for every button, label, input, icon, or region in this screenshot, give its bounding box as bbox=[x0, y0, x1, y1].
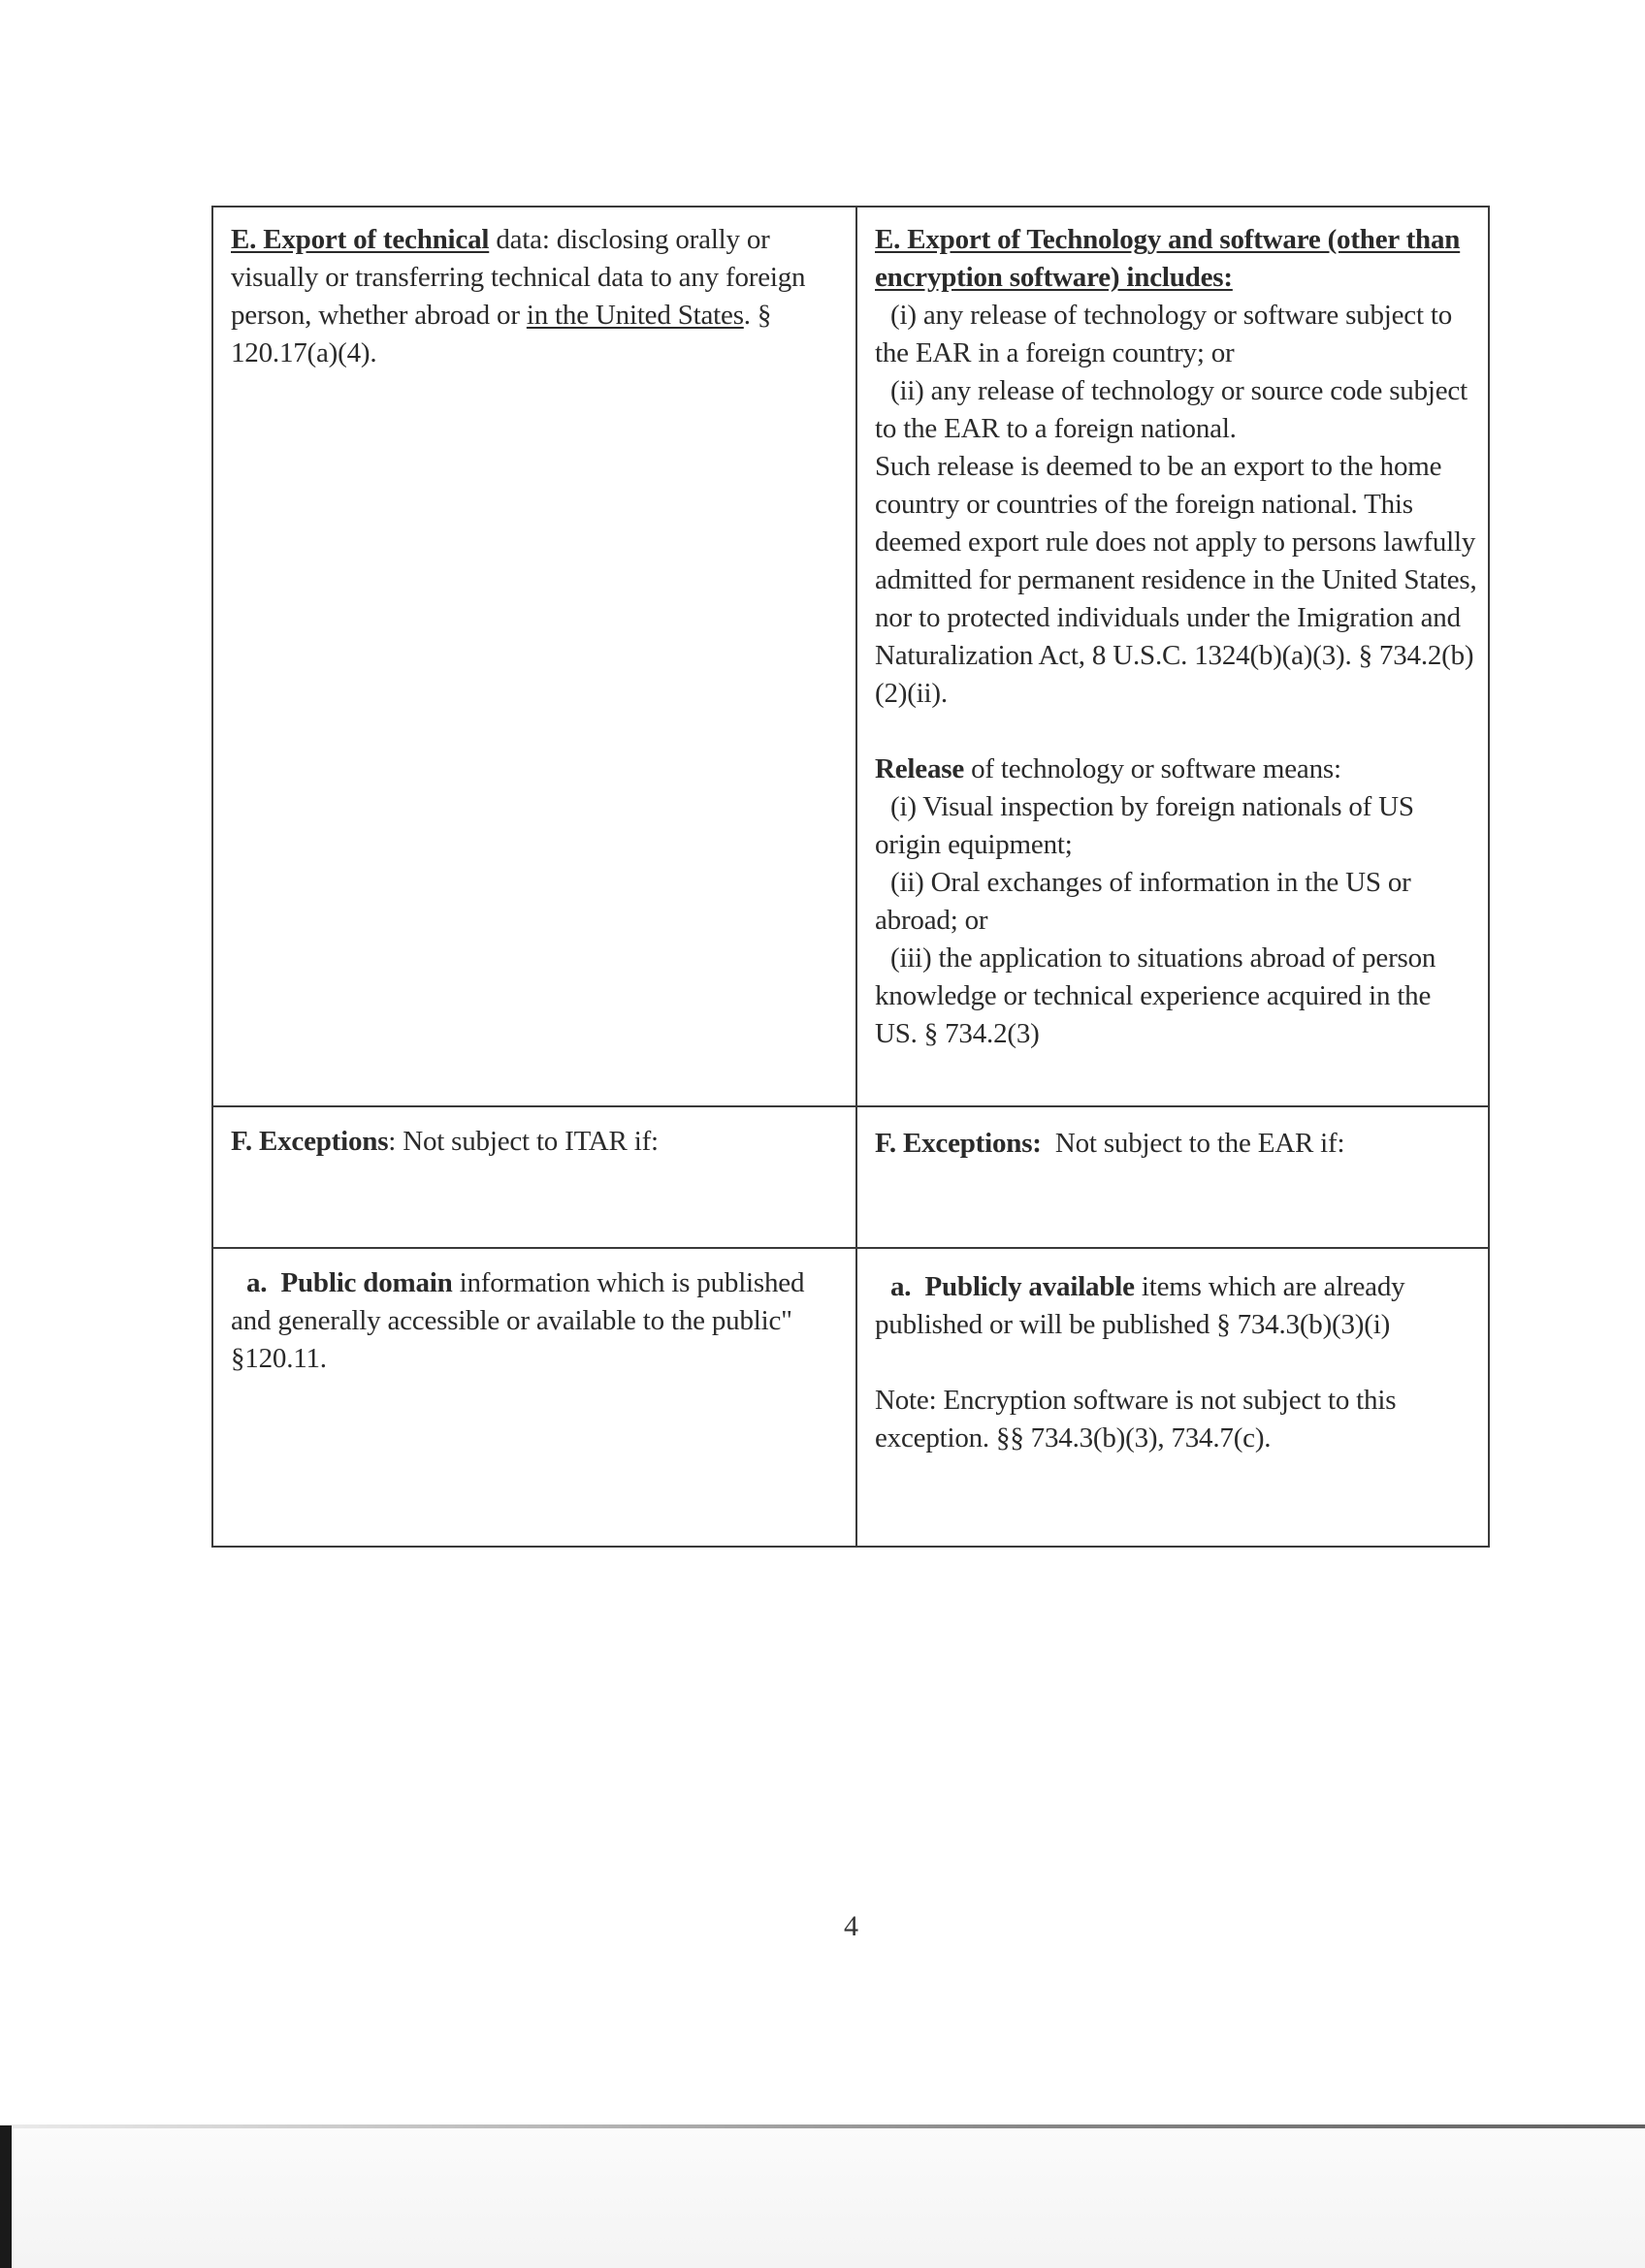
page-number: 4 bbox=[844, 1910, 858, 1942]
ear-publicly-available-cell bbox=[856, 1248, 1489, 1547]
scan-lower-margin bbox=[12, 2128, 1645, 2268]
itar-public-domain-cell bbox=[212, 1248, 856, 1547]
ear-export-item-ii-text: (ii) any release of technology or source code subject to the EAR to a foreign national. bbox=[875, 375, 1468, 444]
ear-release-item-ii bbox=[875, 864, 1478, 940]
table-row-export-definition bbox=[212, 207, 1489, 1106]
ear-export-item-i bbox=[875, 297, 1478, 372]
itar-export-heading: E. Export of technical bbox=[231, 224, 490, 255]
itar-export-paragraph bbox=[231, 221, 846, 372]
ear-exceptions-text: Not subject to the EAR if: bbox=[1054, 1128, 1345, 1159]
itar-public-domain-bold: Public domain bbox=[280, 1267, 453, 1298]
ear-export-item-ii bbox=[875, 372, 1478, 448]
ear-release-bold: Release bbox=[875, 753, 965, 784]
table-row-public-info bbox=[212, 1248, 1489, 1547]
ear-export-item-i-text: (i) any release of technology or software subject to the EAR in a foreign country; or bbox=[875, 300, 1453, 368]
table-row-exceptions bbox=[212, 1106, 1489, 1248]
itar-export-citation: . § 120.17(a)(4). bbox=[231, 300, 772, 368]
itar-public-domain-label: a. bbox=[246, 1267, 268, 1298]
ear-exceptions-paragraph bbox=[875, 1125, 1478, 1163]
ear-release-definition bbox=[875, 751, 1478, 788]
itar-exceptions-paragraph bbox=[231, 1123, 846, 1161]
itar-exceptions-text: : Not subject to ITAR if: bbox=[388, 1126, 659, 1157]
ear-release-item-i-text: (i) Visual inspection by foreign nationals of US origin equipment; bbox=[875, 791, 1414, 860]
scan-shadow-left bbox=[0, 2125, 12, 2268]
ear-deemed-export-text: Such release is deemed to be an export to the home country or countries of the foreign national. This deemed export rule does not apply to persons lawfully admitted for permanent residence in the United States, nor to protected individuals under the Imigration and Naturalization Act, 8 U.S.C. 1324(b)(a)(3). § 734.2(b)(2)(ii). bbox=[875, 451, 1477, 709]
ear-release-item-i bbox=[875, 788, 1478, 864]
indent-spacer bbox=[231, 1267, 246, 1298]
indent-spacer bbox=[875, 1271, 890, 1302]
ear-export-heading: E. Export of Technology and software (other than encryption software) includes: bbox=[875, 224, 1461, 293]
ear-publicly-available-text: items which are already published or will be published § 734.3(b)(3)(i) bbox=[875, 1271, 1405, 1340]
itar-export-text: data: disclosing orally or visually or transferring technical data to any foreign person, whether abroad or bbox=[231, 224, 806, 331]
ear-release-text: of technology or software means: bbox=[971, 753, 1341, 784]
itar-public-domain-paragraph bbox=[231, 1264, 846, 1378]
itar-export-cell bbox=[212, 207, 856, 1106]
ear-release-item-iii-text: (iii) the application to situations abroad of person knowledge or technical experience acquired in the US. § 734.2(3) bbox=[875, 942, 1436, 1049]
ear-exceptions-heading: F. Exceptions: bbox=[875, 1128, 1042, 1159]
ear-release-item-ii-text: (ii) Oral exchanges of information in the US or abroad; or bbox=[875, 867, 1411, 936]
ear-publicly-available-label: a. bbox=[890, 1271, 912, 1302]
ear-exceptions-cell bbox=[856, 1106, 1489, 1248]
itar-ear-comparison-table bbox=[211, 206, 1490, 1548]
ear-publicly-available-bold: Publicly available bbox=[924, 1271, 1135, 1302]
itar-public-domain-text: information which is published and generally accessible or available to the public" §120.11. bbox=[231, 1267, 805, 1374]
paragraph-gap bbox=[875, 713, 1478, 751]
itar-export-underlined: in the United States bbox=[526, 300, 744, 331]
ear-release-item-iii bbox=[875, 940, 1478, 1053]
itar-exceptions-heading: F. Exceptions bbox=[231, 1126, 389, 1157]
paragraph-gap bbox=[875, 1344, 1478, 1382]
ear-encryption-note: Note: Encryption software is not subject to this exception. §§ 734.3(b)(3), 734.7(c). bbox=[875, 1385, 1397, 1453]
ear-export-cell bbox=[856, 207, 1489, 1106]
itar-exceptions-cell bbox=[212, 1106, 856, 1248]
ear-publicly-available-paragraph bbox=[875, 1268, 1478, 1344]
